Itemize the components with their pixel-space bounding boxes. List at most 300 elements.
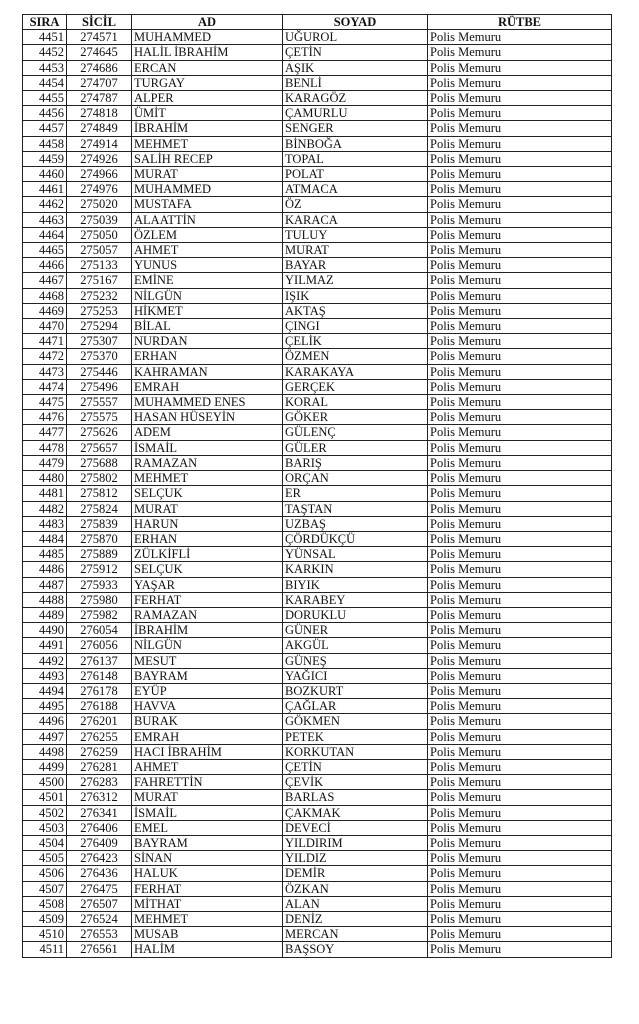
cell-soyad: KARACA [283, 212, 428, 227]
cell-rutbe: Polis Memuru [428, 759, 612, 774]
cell-rutbe: Polis Memuru [428, 121, 612, 136]
cell-rutbe: Polis Memuru [428, 258, 612, 273]
table-row [23, 896, 612, 911]
cell-sicil: 274849 [67, 121, 132, 136]
cell-ad: EMEL [132, 820, 283, 835]
cell-rutbe: Polis Memuru [428, 683, 612, 698]
table-row [23, 30, 612, 45]
cell-sicil: 275020 [67, 197, 132, 212]
cell-sicil: 274707 [67, 75, 132, 90]
table-row [23, 440, 612, 455]
cell-ad: MUHAMMED ENES [132, 395, 283, 410]
cell-soyad: YÜNSAL [283, 547, 428, 562]
cell-soyad: ÇELİK [283, 334, 428, 349]
cell-ad: ADEM [132, 425, 283, 440]
cell-sicil: 275912 [67, 562, 132, 577]
cell-soyad: ALAN [283, 896, 428, 911]
cell-sira: 4456 [23, 106, 67, 121]
cell-sira: 4489 [23, 607, 67, 622]
table-row [23, 349, 612, 364]
cell-rutbe: Polis Memuru [428, 668, 612, 683]
table-row [23, 577, 612, 592]
cell-ad: YAŞAR [132, 577, 283, 592]
cell-sira: 4469 [23, 303, 67, 318]
table-row [23, 471, 612, 486]
cell-ad: İSMAİL [132, 440, 283, 455]
cell-sira: 4468 [23, 288, 67, 303]
cell-sicil: 276255 [67, 729, 132, 744]
cell-sicil: 275575 [67, 410, 132, 425]
cell-rutbe: Polis Memuru [428, 45, 612, 60]
cell-sicil: 275980 [67, 592, 132, 607]
table-row [23, 167, 612, 182]
cell-soyad: KARAGÖZ [283, 91, 428, 106]
table-row [23, 607, 612, 622]
cell-soyad: DEVECİ [283, 820, 428, 835]
cell-sicil: 274571 [67, 30, 132, 45]
cell-rutbe: Polis Memuru [428, 531, 612, 546]
cell-sira: 4473 [23, 364, 67, 379]
cell-sicil: 276259 [67, 744, 132, 759]
table-row [23, 227, 612, 242]
cell-sicil: 274787 [67, 91, 132, 106]
cell-ad: MUHAMMED [132, 182, 283, 197]
cell-rutbe: Polis Memuru [428, 927, 612, 942]
cell-sicil: 276436 [67, 866, 132, 881]
table-row [23, 273, 612, 288]
cell-sicil: 276281 [67, 759, 132, 774]
cell-rutbe: Polis Memuru [428, 303, 612, 318]
cell-sira: 4483 [23, 516, 67, 531]
cell-soyad: BENLİ [283, 75, 428, 90]
cell-sira: 4500 [23, 775, 67, 790]
cell-sicil: 275294 [67, 319, 132, 334]
personnel-table [22, 14, 612, 958]
cell-sira: 4464 [23, 227, 67, 242]
cell-ad: İSMAİL [132, 805, 283, 820]
cell-soyad: GÜNEŞ [283, 653, 428, 668]
cell-soyad: KORAL [283, 395, 428, 410]
header-sicil: SİCİL [67, 15, 132, 30]
cell-soyad: ÇETİN [283, 759, 428, 774]
cell-sira: 4475 [23, 395, 67, 410]
cell-soyad: GÜLENÇ [283, 425, 428, 440]
cell-ad: SALİH RECEP [132, 151, 283, 166]
cell-rutbe: Polis Memuru [428, 547, 612, 562]
cell-sira: 4486 [23, 562, 67, 577]
cell-soyad: AŞIK [283, 60, 428, 75]
cell-rutbe: Polis Memuru [428, 486, 612, 501]
cell-sira: 4471 [23, 334, 67, 349]
cell-sicil: 275057 [67, 243, 132, 258]
cell-ad: İBRAHİM [132, 623, 283, 638]
cell-ad: FERHAT [132, 592, 283, 607]
cell-ad: MEHMET [132, 911, 283, 926]
cell-rutbe: Polis Memuru [428, 653, 612, 668]
cell-soyad: ORÇAN [283, 471, 428, 486]
cell-soyad: UZBAŞ [283, 516, 428, 531]
cell-sira: 4479 [23, 455, 67, 470]
cell-sira: 4494 [23, 683, 67, 698]
cell-soyad: BAŞSOY [283, 942, 428, 957]
cell-rutbe: Polis Memuru [428, 699, 612, 714]
cell-rutbe: Polis Memuru [428, 136, 612, 151]
cell-rutbe: Polis Memuru [428, 866, 612, 881]
cell-sira: 4482 [23, 501, 67, 516]
table-row [23, 927, 612, 942]
cell-sira: 4466 [23, 258, 67, 273]
cell-rutbe: Polis Memuru [428, 197, 612, 212]
cell-sicil: 274914 [67, 136, 132, 151]
cell-rutbe: Polis Memuru [428, 440, 612, 455]
cell-ad: İBRAHİM [132, 121, 283, 136]
cell-sicil: 274686 [67, 60, 132, 75]
cell-ad: EMRAH [132, 729, 283, 744]
cell-sicil: 275307 [67, 334, 132, 349]
table-row [23, 501, 612, 516]
cell-sira: 4492 [23, 653, 67, 668]
cell-ad: MUHAMMED [132, 30, 283, 45]
cell-sicil: 275050 [67, 227, 132, 242]
cell-sira: 4490 [23, 623, 67, 638]
cell-soyad: ATMACA [283, 182, 428, 197]
cell-sira: 4503 [23, 820, 67, 835]
cell-soyad: GERÇEK [283, 379, 428, 394]
cell-sicil: 276409 [67, 835, 132, 850]
cell-sira: 4505 [23, 851, 67, 866]
cell-soyad: YILDIZ [283, 851, 428, 866]
cell-sira: 4458 [23, 136, 67, 151]
cell-rutbe: Polis Memuru [428, 714, 612, 729]
cell-sira: 4453 [23, 60, 67, 75]
cell-sira: 4454 [23, 75, 67, 90]
table-row [23, 699, 612, 714]
cell-sira: 4497 [23, 729, 67, 744]
table-row [23, 410, 612, 425]
cell-sira: 4461 [23, 182, 67, 197]
table-row [23, 136, 612, 151]
cell-sicil: 275688 [67, 455, 132, 470]
cell-sicil: 276201 [67, 714, 132, 729]
cell-sira: 4491 [23, 638, 67, 653]
cell-sicil: 275982 [67, 607, 132, 622]
cell-rutbe: Polis Memuru [428, 896, 612, 911]
cell-sira: 4465 [23, 243, 67, 258]
cell-sicil: 275802 [67, 471, 132, 486]
table-row [23, 486, 612, 501]
table-row [23, 425, 612, 440]
table-row [23, 942, 612, 957]
cell-soyad: TULUY [283, 227, 428, 242]
cell-ad: BAYRAM [132, 835, 283, 850]
cell-rutbe: Polis Memuru [428, 911, 612, 926]
table-row [23, 759, 612, 774]
cell-soyad: YILDIRIM [283, 835, 428, 850]
cell-sira: 4457 [23, 121, 67, 136]
table-row [23, 562, 612, 577]
cell-rutbe: Polis Memuru [428, 319, 612, 334]
table-row [23, 638, 612, 653]
cell-rutbe: Polis Memuru [428, 227, 612, 242]
cell-ad: ERCAN [132, 60, 283, 75]
cell-sira: 4496 [23, 714, 67, 729]
cell-rutbe: Polis Memuru [428, 942, 612, 957]
cell-ad: RAMAZAN [132, 607, 283, 622]
cell-rutbe: Polis Memuru [428, 805, 612, 820]
table-row [23, 379, 612, 394]
cell-sicil: 276507 [67, 896, 132, 911]
cell-sicil: 275839 [67, 516, 132, 531]
cell-sicil: 274926 [67, 151, 132, 166]
cell-sira: 4452 [23, 45, 67, 60]
cell-sira: 4504 [23, 835, 67, 850]
table-row [23, 653, 612, 668]
cell-ad: MURAT [132, 167, 283, 182]
cell-soyad: MURAT [283, 243, 428, 258]
cell-ad: EMİNE [132, 273, 283, 288]
cell-soyad: ÇAKMAK [283, 805, 428, 820]
table-row [23, 531, 612, 546]
cell-sira: 4472 [23, 349, 67, 364]
table-row [23, 714, 612, 729]
cell-soyad: GÜLER [283, 440, 428, 455]
cell-sira: 4462 [23, 197, 67, 212]
cell-ad: ZÜLKİFLİ [132, 547, 283, 562]
cell-sicil: 276188 [67, 699, 132, 714]
cell-sicil: 275133 [67, 258, 132, 273]
cell-sira: 4485 [23, 547, 67, 562]
cell-sira: 4460 [23, 167, 67, 182]
cell-ad: HAVVA [132, 699, 283, 714]
cell-rutbe: Polis Memuru [428, 273, 612, 288]
cell-sicil: 276148 [67, 668, 132, 683]
cell-ad: EYÜP [132, 683, 283, 698]
cell-rutbe: Polis Memuru [428, 334, 612, 349]
cell-rutbe: Polis Memuru [428, 75, 612, 90]
header-row [23, 15, 612, 30]
cell-sicil: 275232 [67, 288, 132, 303]
cell-rutbe: Polis Memuru [428, 243, 612, 258]
cell-rutbe: Polis Memuru [428, 881, 612, 896]
table-row [23, 75, 612, 90]
cell-soyad: KARKIN [283, 562, 428, 577]
cell-ad: ALAATTİN [132, 212, 283, 227]
table-row [23, 775, 612, 790]
table-row [23, 45, 612, 60]
cell-rutbe: Polis Memuru [428, 30, 612, 45]
cell-sicil: 274966 [67, 167, 132, 182]
cell-ad: NURDAN [132, 334, 283, 349]
cell-soyad: BAYAR [283, 258, 428, 273]
cell-ad: FAHRETTİN [132, 775, 283, 790]
cell-ad: NİLGÜN [132, 638, 283, 653]
cell-sicil: 275496 [67, 379, 132, 394]
cell-soyad: BOZKURT [283, 683, 428, 698]
cell-sira: 4499 [23, 759, 67, 774]
cell-rutbe: Polis Memuru [428, 516, 612, 531]
cell-sira: 4501 [23, 790, 67, 805]
cell-ad: MUSTAFA [132, 197, 283, 212]
table-row [23, 744, 612, 759]
table-row [23, 319, 612, 334]
table-row [23, 820, 612, 835]
cell-sicil: 275039 [67, 212, 132, 227]
table-row [23, 364, 612, 379]
table-row [23, 151, 612, 166]
cell-ad: HACI İBRAHİM [132, 744, 283, 759]
cell-sira: 4509 [23, 911, 67, 926]
cell-ad: SELÇUK [132, 562, 283, 577]
table-row [23, 106, 612, 121]
cell-rutbe: Polis Memuru [428, 577, 612, 592]
table-row [23, 516, 612, 531]
cell-sira: 4507 [23, 881, 67, 896]
cell-sicil: 276406 [67, 820, 132, 835]
table-row [23, 547, 612, 562]
cell-sira: 4502 [23, 805, 67, 820]
cell-soyad: DENİZ [283, 911, 428, 926]
cell-sira: 4455 [23, 91, 67, 106]
cell-sira: 4459 [23, 151, 67, 166]
header-ad: AD [132, 15, 283, 30]
cell-rutbe: Polis Memuru [428, 851, 612, 866]
cell-sicil: 275870 [67, 531, 132, 546]
table-row [23, 668, 612, 683]
table-body [23, 30, 612, 957]
header-sira: SIRA [23, 15, 67, 30]
cell-soyad: BIYIK [283, 577, 428, 592]
table-row [23, 851, 612, 866]
cell-ad: HALİM [132, 942, 283, 957]
cell-sira: 4487 [23, 577, 67, 592]
cell-soyad: POLAT [283, 167, 428, 182]
cell-ad: MUSAB [132, 927, 283, 942]
table-row [23, 683, 612, 698]
cell-sira: 4510 [23, 927, 67, 942]
table-header [23, 15, 612, 30]
cell-rutbe: Polis Memuru [428, 820, 612, 835]
cell-rutbe: Polis Memuru [428, 623, 612, 638]
cell-rutbe: Polis Memuru [428, 835, 612, 850]
table-row [23, 197, 612, 212]
cell-soyad: MERCAN [283, 927, 428, 942]
cell-sira: 4493 [23, 668, 67, 683]
table-row [23, 866, 612, 881]
cell-rutbe: Polis Memuru [428, 288, 612, 303]
table-row [23, 881, 612, 896]
cell-ad: RAMAZAN [132, 455, 283, 470]
table-row [23, 623, 612, 638]
cell-rutbe: Polis Memuru [428, 501, 612, 516]
cell-ad: HASAN HÜSEYİN [132, 410, 283, 425]
cell-sicil: 275626 [67, 425, 132, 440]
cell-soyad: KARAKAYA [283, 364, 428, 379]
table-row [23, 212, 612, 227]
table-row [23, 455, 612, 470]
cell-sira: 4474 [23, 379, 67, 394]
cell-rutbe: Polis Memuru [428, 775, 612, 790]
cell-sicil: 275889 [67, 547, 132, 562]
cell-sira: 4506 [23, 866, 67, 881]
cell-soyad: YAĞICI [283, 668, 428, 683]
cell-rutbe: Polis Memuru [428, 182, 612, 197]
cell-sicil: 276137 [67, 653, 132, 668]
cell-ad: BURAK [132, 714, 283, 729]
cell-soyad: ÇEVİK [283, 775, 428, 790]
cell-sira: 4498 [23, 744, 67, 759]
cell-ad: AHMET [132, 759, 283, 774]
cell-soyad: UĞUROL [283, 30, 428, 45]
cell-sicil: 275812 [67, 486, 132, 501]
cell-sicil: 275370 [67, 349, 132, 364]
cell-ad: YUNUS [132, 258, 283, 273]
table-row [23, 334, 612, 349]
cell-sicil: 276312 [67, 790, 132, 805]
cell-ad: KAHRAMAN [132, 364, 283, 379]
cell-rutbe: Polis Memuru [428, 592, 612, 607]
table-row [23, 60, 612, 75]
header-soyad: SOYAD [283, 15, 428, 30]
cell-soyad: TOPAL [283, 151, 428, 166]
cell-sira: 4467 [23, 273, 67, 288]
cell-sira: 4511 [23, 942, 67, 957]
cell-ad: ALPER [132, 91, 283, 106]
cell-sicil: 276423 [67, 851, 132, 866]
cell-soyad: BİNBOĞA [283, 136, 428, 151]
cell-sicil: 276341 [67, 805, 132, 820]
cell-soyad: GÖKMEN [283, 714, 428, 729]
cell-ad: BİLAL [132, 319, 283, 334]
cell-rutbe: Polis Memuru [428, 349, 612, 364]
cell-soyad: ÖZKAN [283, 881, 428, 896]
table-row [23, 121, 612, 136]
table-row [23, 243, 612, 258]
table-row [23, 911, 612, 926]
cell-soyad: AKGÜL [283, 638, 428, 653]
cell-soyad: DEMİR [283, 866, 428, 881]
cell-rutbe: Polis Memuru [428, 395, 612, 410]
table-row [23, 182, 612, 197]
table-row [23, 729, 612, 744]
cell-rutbe: Polis Memuru [428, 379, 612, 394]
cell-rutbe: Polis Memuru [428, 212, 612, 227]
cell-ad: ERHAN [132, 531, 283, 546]
table-row [23, 91, 612, 106]
cell-sicil: 275657 [67, 440, 132, 455]
cell-sira: 4481 [23, 486, 67, 501]
cell-ad: MİTHAT [132, 896, 283, 911]
cell-sicil: 275824 [67, 501, 132, 516]
cell-sicil: 276561 [67, 942, 132, 957]
cell-ad: HALUK [132, 866, 283, 881]
cell-rutbe: Polis Memuru [428, 638, 612, 653]
cell-soyad: ÇINGI [283, 319, 428, 334]
cell-sira: 4484 [23, 531, 67, 546]
table-row [23, 395, 612, 410]
cell-sira: 4495 [23, 699, 67, 714]
cell-sicil: 276524 [67, 911, 132, 926]
cell-ad: MEHMET [132, 471, 283, 486]
cell-ad: SİNAN [132, 851, 283, 866]
cell-sicil: 275557 [67, 395, 132, 410]
cell-soyad: ÇETİN [283, 45, 428, 60]
cell-sira: 4480 [23, 471, 67, 486]
cell-ad: MESUT [132, 653, 283, 668]
cell-ad: SELÇUK [132, 486, 283, 501]
cell-sira: 4463 [23, 212, 67, 227]
cell-rutbe: Polis Memuru [428, 410, 612, 425]
cell-soyad: ÇAMURLU [283, 106, 428, 121]
